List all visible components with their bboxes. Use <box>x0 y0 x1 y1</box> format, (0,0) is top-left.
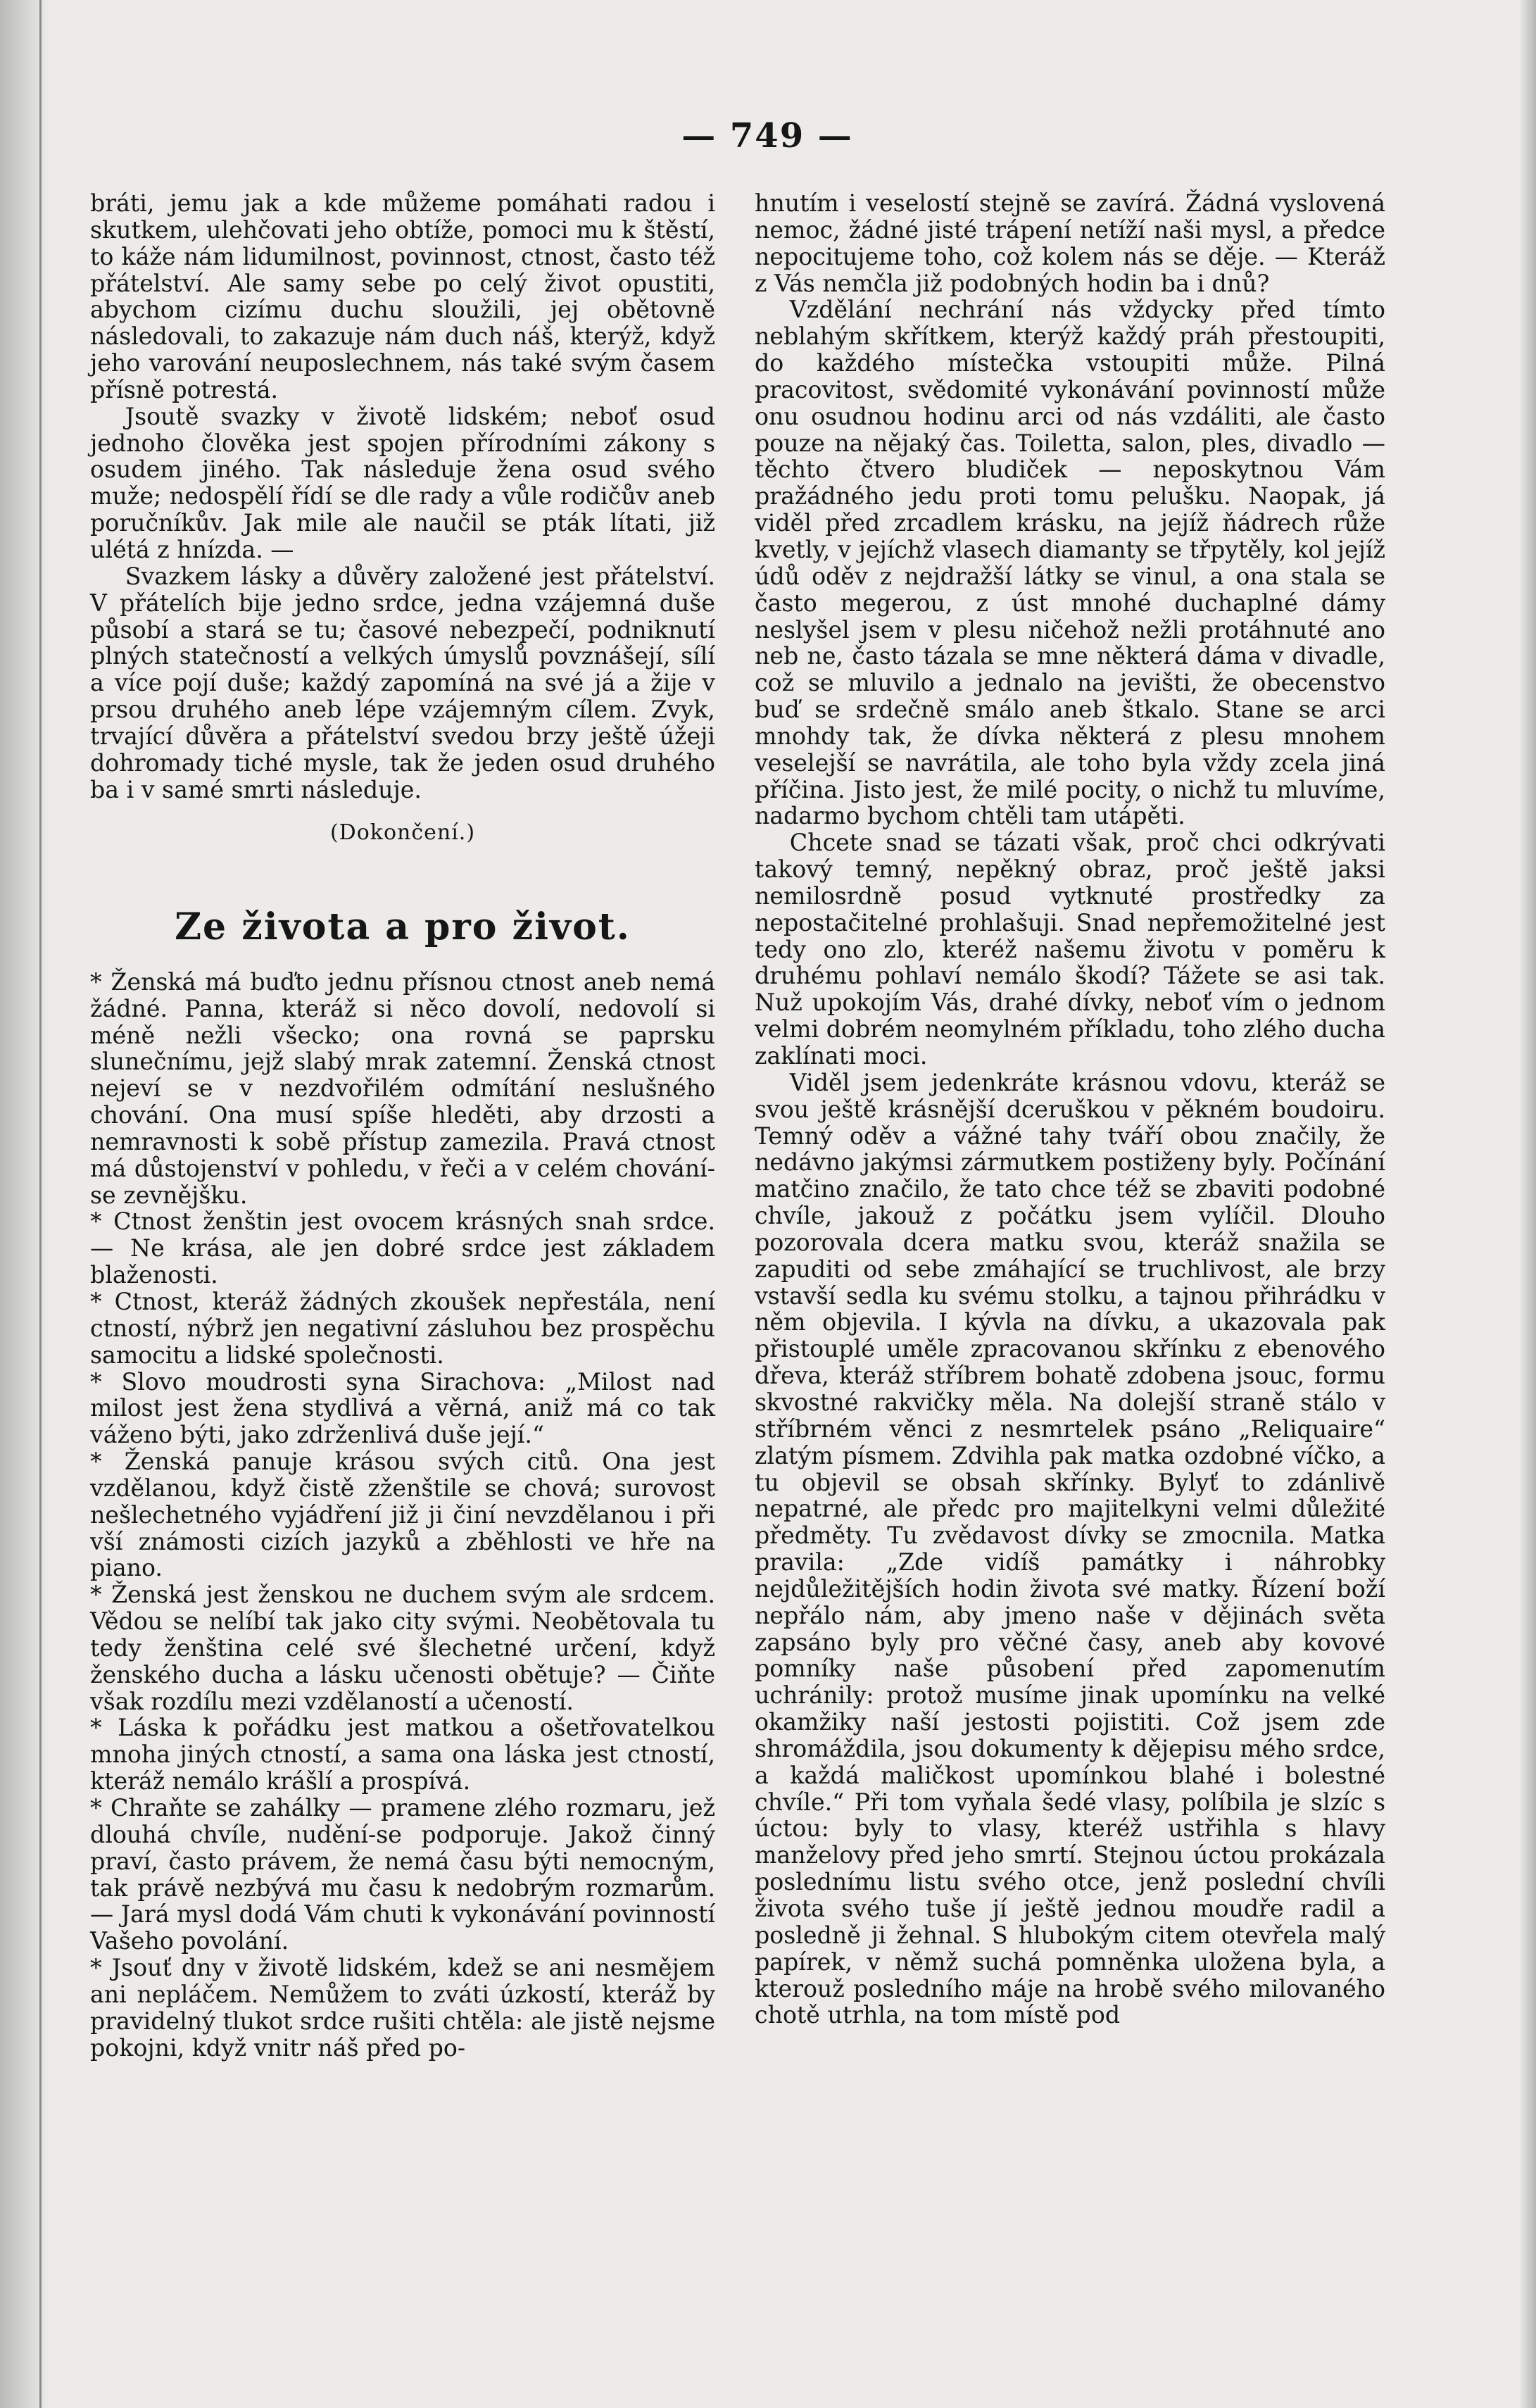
paragraph: Vzdělání nechrání nás vždycky před tímto neblahým skřítkem, kterýž každý práh přestoupiti, do každého místečka vstoupiti může. Pilná pracovitost, svědomité vykonávání povinností může onu osudnou hodinu arci od nás vzdáliti, ale často pouze na nějaký čas. Toiletta, salon, ples, divadlo — těchto čtvero bludiček — neposkytnou Vám pražádného jedu proti tomu pelušku. Naopak, já viděl před zrcadlem krásku, na jejíž ňádrech růže kvetly, v jejíchž vlasech diamanty se třpytěly, kol jejíž údů oděv z nejdražší látky se vinul, a ona stala se často megerou, z úst mnohé duchaplné dámy neslyšel jsem v plesu ničehož nežli protáhnuté ano neb ne, často tázala se mne některá dáma v divadle, což se mluvilo a jednalo na jevišti, že obecenstvo buď se srdečně smálo aneb štkalo. Stane se arci mnohdy tak, že dívka některá z plesu mnohem veselejší se navrátila, ale toho byla vždy zcela jiná příčina. Jisto jest, že milé pocity, o nichž tu mluvíme, nadarmo bychom chtěli tam utápěti. <box>755 296 1385 830</box>
right-column <box>755 190 1385 2028</box>
aphorism-item: * Ctnost, kteráž žádných zkoušek nepřestála, není ctností, nýbrž jen negativní zásluhou bez prospěchu samocitu a lidské společnosti. <box>90 1287 715 1369</box>
paragraph: Viděl jsem jedenkráte krásnou vdovu, kteráž se svou ještě krásnější dceruškou v pěkném boudoiru. Temný oděv a vážné tahy tváří obou značily, že nedávno jakýmsi zármutkem postiženy byly. Počínání matčino značilo, že tato chce též se zbaviti podobné chvíle, jakouž z počátku jsem vylíčil. Dlouho pozorovala dcera matku svou, kteráž snažila se zapuditi od sebe zmáhající se truchlivost, ale brzy vstavší sedla ku svému stolku, a tajnou přihrádku v něm objevila. I kývla na dívku, a ukazovala pak přistouplé uměle zpracovanou skřínku z ebenového dřeva, kteráž stříbrem bohatě zdobena jsouc, formu skvostné rakvičky měla. Na dolejší straně stálo v stříbrném věnci z nesmrtelek psáno „Reliquaire“ zlatým písmem. Zdvihla pak matka ozdobné víčko, a tu objevil se obsah skřínky. Bylyť to zdánlivě nepatrné, ale předc pro majitelkyni velmi důležité předměty. Tu zvědavost dívky se zmocnila. Matka pravila: „Zde vidíš památky i náhrobky nejdůležitějších hodin života své matky. Řízení boží nepřálo nám, aby jmeno naše v dějinách světa zapsáno byly pro věčné časy, aneb aby kovové pomníky naše působení před zapomenutím uchránily: protož musíme jinak upomínku na velké okamžiky naší jestosti pojistiti. Což jsem zde shromáždila, jsou dokumenty k dějepisu mého srdce, a každá maličkost upomínkou blahé i bolestné chvíle.“ Při tom vyňala šedé vlasy, políbila je slzíc s úctou: byly to vlasy, kteréž ustřihla s hlavy manželovy před jeho smrtí. Stejnou úctou prokázala poslednímu listu svého otce, jenž poslední chvíli života svého tuše jí ještě jednou moudře radil a posledně ji žehnal. S hlubokým citem otevřela malý papírek, v němž suchá pomněnka uložena byla, a kterouž posledního máje na hrobě svého milovaného chotě utrhla, na tom místě pod <box>755 1068 1385 2029</box>
binding-rule <box>39 0 42 2408</box>
aphorism-item: * Chraňte se zahálky — pramene zlého rozmaru, jež dlouhá chvíle, nudění-se podporuje. Jakož činný praví, často právem, že nemá času býti nemocným, tak právě nezbývá mu času k nedobrým rozmarům. — Jará mysl dodá Vám chuti k vykonávání povinností Vašeho povolání. <box>90 1794 715 1955</box>
paragraph: Chcete snad se tázati však, proč chci odkrývati takový temný, nepěkný obraz, proč ještě jaksi nemilosrdně posud vytknuté prostředky za nepostačitelné prohlašuji. Snad nepřemožitelné jest tedy ono zlo, kteréž našemu životu v poměru k druhému pohlaví nemálo škodí? Tážete se asi tak. Nuž upokojím Vás, drahé dívky, neboť vím o jednom velmi dobrém neomylném příkladu, toho zlého ducha zaklínati moci. <box>755 829 1385 1070</box>
to-be-concluded-note: (Dokončení.) <box>329 820 476 846</box>
page-number: — 749 — <box>681 116 853 156</box>
aphorism-item: * Ctnost ženštin jest ovocem krásných snah srdce. — Ne krása, ale jen dobré srdce jest základem blaženosti. <box>90 1208 715 1289</box>
aphorism-item: * Slovo moudrosti syna Sirachova: „Milost nad milost jest žena stydlivá a věrná, aniž má co tak váženo býti, jako zdrženlivá duše její.“ <box>90 1367 715 1449</box>
aphorism-item: * Ženská panuje krásou svých citů. Ona jest vzdělanou, když čistě zženštile se chová; surovost nešlechetného vyjádření již ji činí nevzdělanou i při vší známosti cizích jazyků a zběhlosti ve hře na piano. <box>90 1448 715 1582</box>
paragraph: hnutím i veselostí stejně se zavírá. Žádná vyslovená nemoc, žádné jisté trápení netíží naši mysl, a předce nepocitujeme toho, což kolem nás se děje. — Kteráž z Vás nemčla již podobných hodin ba i dnů? <box>755 189 1385 297</box>
aphorism-item: * Ženská jest ženskou ne duchem svým ale srdcem. Vědou se nelíbí tak jako city svými. Neobětovala tu tedy ženština celé své šlechetné určení, když ženského ducha a lásku učenosti obětuje? — Čiňte však rozdílu mezi vzdělaností a učeností. <box>90 1581 715 1715</box>
paragraph: bráti, jemu jak a kde můžeme pomáhati radou i skutkem, ulehčovati jeho obtíže, pomoci mu k štěstí, to káže nám lidumilnost, povinnost, ctnost, často též přátelství. Ale samy sebe po celý život opustiti, abychom cizímu duchu sloužili, jej obětovně následovali, to zakazuje nám duch náš, kterýž, když jeho varování neuposlechnem, nás také svým časem přísně potrestá. <box>90 189 715 403</box>
paragraph: Svazkem lásky a důvěry založené jest přátelství. V přátelích bije jedno srdce, jedna vzájemná duše působí a stará se tu; časové nebezpečí, podniknutí plných statečností a velkých úmyslů povznášejí, sílí a více pojí duše; každý zapomíná na své já a žije v prsou druhého aneb lépe vzájemným cílem. Zvyk, trvající důvěra a přátelství svedou brzy ještě úžeji dohromady tiché mysle, tak že jeden osud druhého ba i v samé smrti následuje. <box>90 562 715 803</box>
article-heading: Ze života a pro život. <box>175 905 631 948</box>
aphorism-item: * Láska k pořádku jest matkou a ošetřovatelkou mnoha jiných ctností, a sama ona láska jest ctností, kteráž nemálo krášlí a prospívá. <box>90 1714 715 1795</box>
aphorism-item: * Ženská má buďto jednu přísnou ctnost aneb nemá žádné. Panna, kteráž si něco dovolí, nedovolí si méně nežli všecko; ona rovná se paprsku slunečnímu, jejž slabý mrak zatemní. Ženská ctnost nejeví se v nezdvořilém odmítání neslušného chování. Ona musí spíše hleděti, aby drzosti a nemravnosti k sobě přístup zamezila. Pravá ctnost má důstojenství v pohledu, v řeči a v celém chování-se zevnějšku. <box>90 967 715 1209</box>
previous-page-edge <box>0 0 49 2408</box>
paragraph: Jsoutě svazky v životě lidském; neboť osud jednoho člověka jest spojen přírodními zákony s osudem jiného. Tak následuje žena osud svého muže; nedospělí řídí se dle rady a vůle rodičův aneb poručníkův. Jak mile ale naučil se pták lítati, již ulétá z hnízda. — <box>90 402 715 563</box>
left-column <box>90 190 715 2061</box>
aphorism-item: * Jsouť dny v životě lidském, kdež se ani nesmějem ani nepláčem. Nemůžem to zváti úzkostí, kteráž by pravidelný tlukot srdce rušiti chtěla: ale jistě nejsme pokojni, když vnitr náš před po- <box>90 1954 715 2062</box>
right-page-edge <box>1519 0 1536 2408</box>
